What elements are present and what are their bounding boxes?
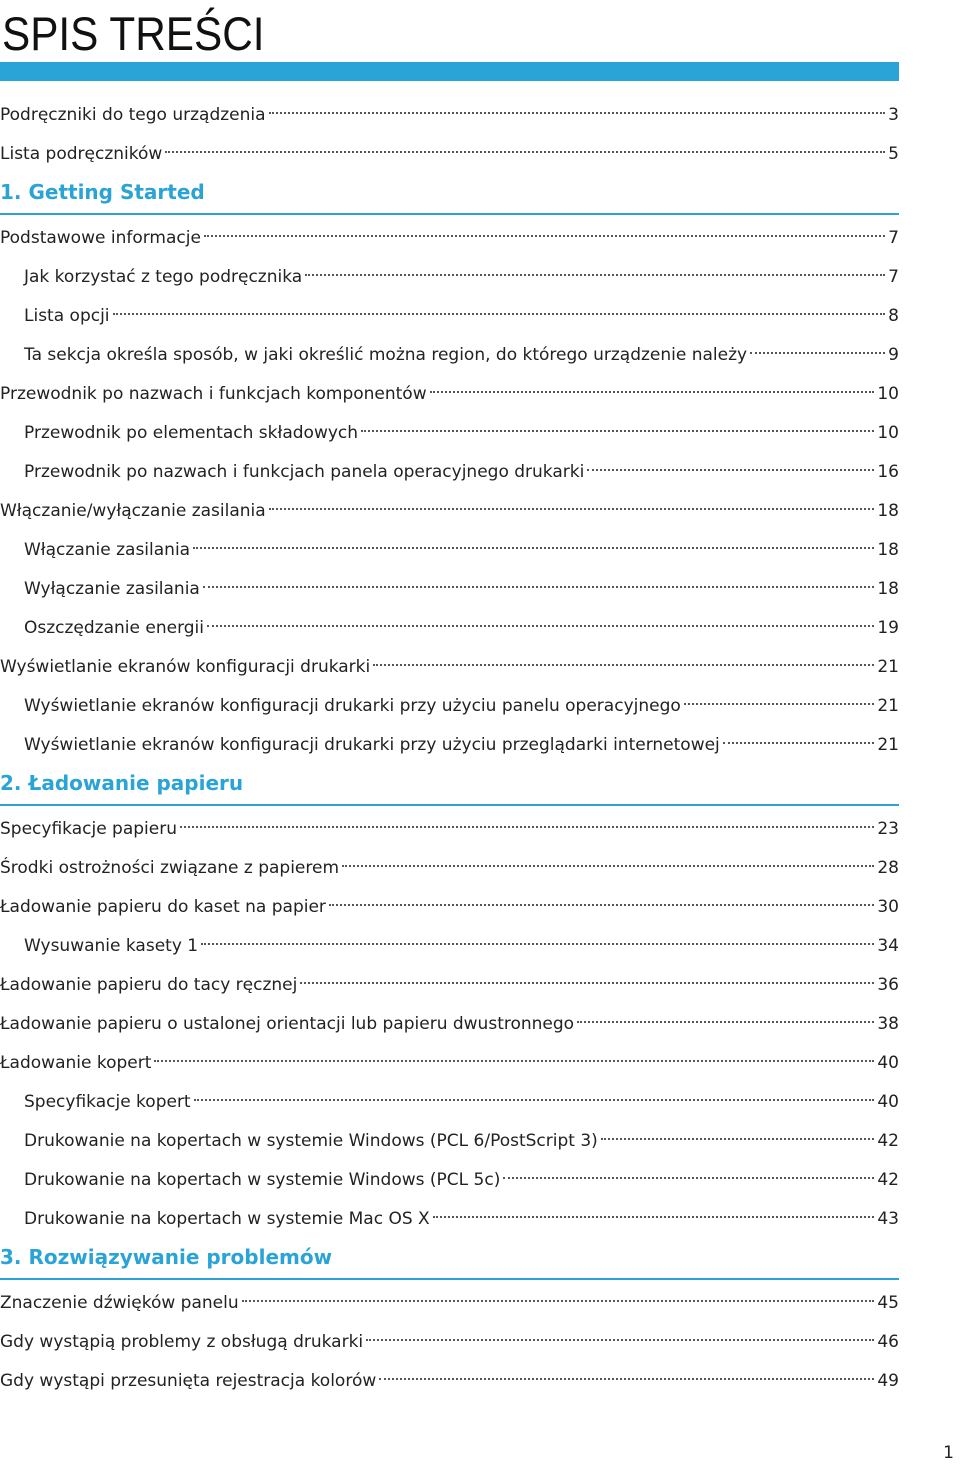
toc-entry-page: 42 <box>877 1170 899 1190</box>
toc-entry-page: 3 <box>888 105 899 125</box>
toc-entry[interactable] <box>0 810 899 849</box>
dot-leader <box>373 664 874 666</box>
toc-entry[interactable] <box>0 849 899 888</box>
toc-entry-label: Gdy wystąpi przesunięta rejestracja kolorów <box>0 1371 377 1391</box>
toc-entry[interactable] <box>0 687 899 726</box>
toc-entry-label: Ładowanie papieru do kaset na papier <box>0 897 326 917</box>
toc-entry-label: Znaczenie dźwięków panelu <box>0 1293 239 1313</box>
toc-entry[interactable] <box>0 375 899 414</box>
dot-leader <box>379 1378 874 1380</box>
toc-entry-page: 10 <box>877 384 899 404</box>
chapter-heading[interactable]: 2. Ładowanie papieru <box>0 765 899 806</box>
toc-entry-page: 16 <box>877 462 899 482</box>
dot-leader <box>361 430 874 432</box>
toc-entry[interactable] <box>0 1161 899 1200</box>
dot-leader <box>684 703 875 705</box>
toc-entry[interactable] <box>0 258 899 297</box>
toc-entry-label: Lista podręczników <box>0 144 163 164</box>
toc-entry-page: 40 <box>877 1092 899 1112</box>
dot-leader <box>207 625 874 627</box>
toc-entry-label: Lista opcji <box>24 306 110 326</box>
dot-leader <box>433 1216 875 1218</box>
toc-entry-page: 23 <box>877 819 899 839</box>
toc-entry-label: Przewodnik po nazwach i funkcjach panela operacyjnego drukarki <box>24 462 585 482</box>
toc-entry[interactable] <box>0 927 899 966</box>
dot-leader <box>113 313 886 315</box>
dot-leader <box>269 508 875 510</box>
dot-leader <box>503 1177 874 1179</box>
toc-entry-label: Przewodnik po nazwach i funkcjach komponentów <box>0 384 427 404</box>
toc-entry[interactable] <box>0 1323 899 1362</box>
dot-leader <box>242 1300 875 1302</box>
toc-entry-page: 10 <box>877 423 899 443</box>
toc-entry[interactable] <box>0 570 899 609</box>
chapter-heading[interactable]: 3. Rozwiązywanie problemów <box>0 1239 899 1280</box>
toc-entry-label: Ta sekcja określa sposób, w jaki określić można region, do którego urządzenie należy <box>24 345 748 365</box>
dot-leader <box>165 151 885 153</box>
toc-entry-label: Ładowanie papieru o ustalonej orientacji lub papieru dwustronnego <box>0 1014 575 1034</box>
toc-entry-label: Wyświetlanie ekranów konfiguracji drukarki przy użyciu panelu operacyjnego <box>24 696 681 716</box>
toc-entry-page: 36 <box>877 975 899 995</box>
toc-entry-page: 43 <box>877 1209 899 1229</box>
toc-entry-label: Włączanie/wyłączanie zasilania <box>0 501 266 521</box>
toc-entry-label: Gdy wystąpią problemy z obsługą drukarki <box>0 1332 364 1352</box>
chapter-heading[interactable]: 1. Getting Started <box>0 174 899 215</box>
toc-entry-label: Wyświetlanie ekranów konfiguracji drukarki <box>0 657 371 677</box>
toc-entry-label: Jak korzystać z tego podręcznika <box>24 267 303 287</box>
toc-entry-label: Drukowanie na kopertach w systemie Mac OS X <box>24 1209 430 1229</box>
toc-entry-page: 28 <box>877 858 899 878</box>
toc-entry[interactable] <box>0 726 899 765</box>
toc-entry-page: 19 <box>877 618 899 638</box>
toc-entry-page: 40 <box>877 1053 899 1073</box>
dot-leader <box>342 865 874 867</box>
toc-entry[interactable] <box>0 96 899 135</box>
toc-entry[interactable] <box>0 219 899 258</box>
toc-entry-label: Drukowanie na kopertach w systemie Windows (PCL 6/PostScript 3) <box>24 1131 598 1151</box>
toc-entry[interactable] <box>0 414 899 453</box>
toc-entry-label: Podręczniki do tego urządzenia <box>0 105 266 125</box>
toc-entry[interactable] <box>0 1005 899 1044</box>
dot-leader <box>180 826 874 828</box>
table-of-contents <box>0 96 899 1401</box>
toc-entry-page: 34 <box>877 936 899 956</box>
toc-entry[interactable] <box>0 888 899 927</box>
toc-entry-label: Przewodnik po elementach składowych <box>24 423 359 443</box>
toc-entry[interactable] <box>0 966 899 1005</box>
toc-entry[interactable] <box>0 1284 899 1323</box>
dot-leader <box>154 1060 874 1062</box>
toc-entry-page: 9 <box>888 345 899 365</box>
toc-entry-page: 46 <box>877 1332 899 1352</box>
toc-entry[interactable] <box>0 1083 899 1122</box>
toc-entry-label: Drukowanie na kopertach w systemie Windows (PCL 5c) <box>24 1170 501 1190</box>
toc-entry-label: Włączanie zasilania <box>24 540 191 560</box>
toc-entry-label: Wyłączanie zasilania <box>24 579 200 599</box>
toc-entry-page: 21 <box>877 657 899 677</box>
toc-entry-page: 30 <box>877 897 899 917</box>
toc-entry-page: 21 <box>877 696 899 716</box>
toc-entry-page: 21 <box>877 735 899 755</box>
toc-entry-page: 8 <box>888 306 899 326</box>
toc-entry-page: 5 <box>888 144 899 164</box>
toc-entry[interactable] <box>0 1200 899 1239</box>
page-number: 1 <box>943 1443 954 1463</box>
dot-leader <box>430 391 875 393</box>
dot-leader <box>203 586 875 588</box>
dot-leader <box>193 547 874 549</box>
toc-entry-page: 42 <box>877 1131 899 1151</box>
dot-leader <box>601 1138 875 1140</box>
dot-leader <box>204 235 885 237</box>
dot-leader <box>577 1021 874 1023</box>
dot-leader <box>366 1339 874 1341</box>
toc-entry-label: Wysuwanie kasety 1 <box>24 936 199 956</box>
dot-leader <box>329 904 874 906</box>
toc-entry-label: Ładowanie kopert <box>0 1053 152 1073</box>
toc-entry[interactable] <box>0 648 899 687</box>
toc-entry-page: 18 <box>877 540 899 560</box>
page-title: SPIS TREŚCI <box>2 7 265 60</box>
toc-entry[interactable] <box>0 1044 899 1083</box>
toc-entry-page: 49 <box>877 1371 899 1391</box>
toc-entry[interactable] <box>0 1362 899 1401</box>
dot-leader <box>194 1099 875 1101</box>
toc-entry[interactable] <box>0 609 899 648</box>
toc-entry-page: 38 <box>877 1014 899 1034</box>
toc-entry[interactable] <box>0 531 899 570</box>
title-underline-bar <box>0 62 899 81</box>
toc-entry[interactable] <box>0 1122 899 1161</box>
dot-leader <box>587 469 874 471</box>
dot-leader <box>723 742 875 744</box>
toc-entry-page: 7 <box>888 267 899 287</box>
toc-entry[interactable] <box>0 135 899 174</box>
toc-entry[interactable] <box>0 453 899 492</box>
toc-entry-label: Środki ostrożności związane z papierem <box>0 858 340 878</box>
toc-entry[interactable] <box>0 297 899 336</box>
dot-leader <box>300 982 874 984</box>
toc-entry-label: Oszczędzanie energii <box>24 618 205 638</box>
toc-entry-label: Ładowanie papieru do tacy ręcznej <box>0 975 298 995</box>
toc-entry-page: 18 <box>877 501 899 521</box>
toc-entry-page: 45 <box>877 1293 899 1313</box>
dot-leader <box>201 943 874 945</box>
dot-leader <box>750 352 885 354</box>
toc-entry-label: Specyfikacje kopert <box>24 1092 191 1112</box>
toc-entry-label: Specyfikacje papieru <box>0 819 177 839</box>
dot-leader <box>305 274 885 276</box>
toc-entry-label: Wyświetlanie ekranów konfiguracji drukarki przy użyciu przeglądarki internetowej <box>24 735 720 755</box>
toc-entry-page: 18 <box>877 579 899 599</box>
toc-entry-page: 7 <box>888 228 899 248</box>
toc-entry-label: Podstawowe informacje <box>0 228 201 248</box>
toc-entry[interactable] <box>0 336 899 375</box>
dot-leader <box>269 112 886 114</box>
toc-entry[interactable] <box>0 492 899 531</box>
